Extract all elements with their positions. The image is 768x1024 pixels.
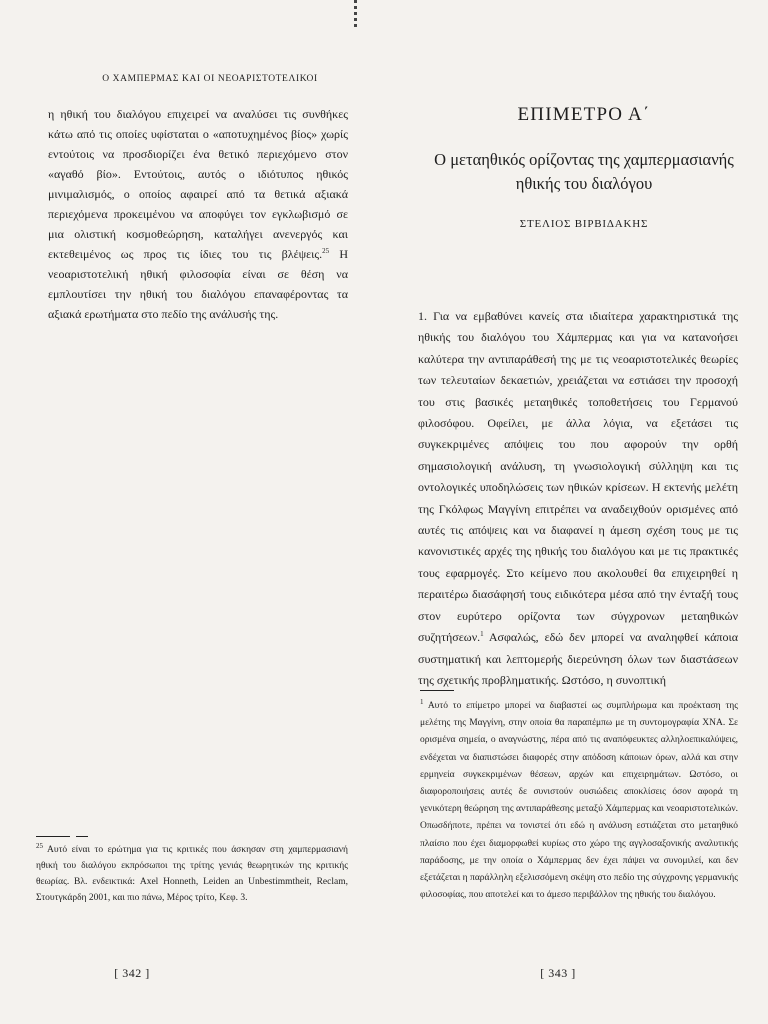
left-body-paragraph: η ηθική του διαλόγου επιχειρεί να αναλύσει τις συνθήκες κάτω από τις οποίες υφίσταται ο «αποτυχημένος βίος» χωρίς εντούτοις να προσδιορίζει ένα θετικό περιεχόμενο στον «αγαθό βίο». Εντούτοις, αυτός ο ιδιότυπος ηθικός μινιμαλισμός, ο οποίος αφαιρεί από τα θετικά αξιακά περιεχόμενα προκειμένου να αποφύγει τον εγκλωβισμό σε μια ολιστική κοσμοθεώρηση, καταλήγει ανενεργός και εκτεθειμένος ως προς τις ίδιες του τις βλέψεις. [48,107,348,261]
footnote-reference: 1 [480,630,484,639]
footnote-rule [420,690,454,691]
left-footnote [36,842,348,906]
left-body-paragraph-cont: Η νεοαριστοτελική ηθική φιλοσοφία είναι σε θέση να εμπλουτίσει την ηθική του διαλόγου επαναφέροντας τα αξιακά ερωτήματα στο πεδίο της ανάλυσής της. [48,247,348,321]
left-body-text [48,104,348,324]
footnote-text: Αυτό το επίμετρο μπορεί να διαβαστεί ως συμπλήρωμα και προέκταση της μελέτης της Μαγγίνη, στην οποία θα παραπέμπω με τη συντομογραφία ΧΝΑ. Σε ορισμένα σημεία, ο αναγνώστης, πέρα από τις αναπόφευκτες αλληλοεπικαλύψεις, ενδέχεται να διαπιστώσει διαφορές στην απόδοση κάποιων όρων, αλλά και στην ερμηνεία συγκεκριμένων θέσεων, αρχών και επιχειρημάτων. Ωστόσο, οι διαφοροποιήσεις αυτές δε συνιστούν ουσιώδεις αποκλίσεις όσον αφορά τη γενικότερη θεώρηση της αντιπαράθεσης μεταξύ Χάμπερμας και νεοαριστοτελικών. Οπωσδήποτε, πρέπει να τονιστεί ότι εδώ η ανάλυση εστιάζεται στο μεταηθικό πλαίσιο που έχει διαμορφωθεί κυρίως στο χώρο της αγγλοσαξονικής αναλυτικής παράδοσης, με την οποία ο Χάμπερμας δεν έχει πάψει να συνομιλεί, και δεν εξετάζεται η παράλληλη εξελισσόμενη σκέψη στο πεδίο της σύγχρονης γερμανικής φιλοσοφίας, που αποτελεί και το άμεσο περιβάλλον της ηθικής του διαλόγου. [420,701,739,901]
footnote-text: Αυτό είναι το ερώτημα για τις κριτικές που άσκησαν στη χαμπερμασιανή ηθική του διαλόγου εκπρόσωποι της τρίτης γενιάς θεωρητικών της κριτικής θεωρίας. Βλ. ενδεικτικά: Axel Honneth, Leiden an Unbestimmtheit, Reclam, Στουτγκάρδη 2001, και πιο πάνω, Μέρος τρίτο, Κεφ. 3. [36,845,348,903]
right-body-text [418,306,738,691]
footnote-rule [36,836,70,837]
running-head: Ο ΧΑΜΠΕΡΜΑΣ ΚΑΙ ΟΙ ΝΕΟΑΡΙΣΤΟΤΕΛΙΚΟΙ [102,74,318,84]
page-number-right: [ 343 ] [540,966,576,980]
chapter-title: ΕΠΙΜΕΤΡΟ Α΄ [517,104,651,125]
footnote-marker: 1 [420,697,424,706]
footnote-marker: 25 [36,841,43,850]
page-number-left: [ 342 ] [114,966,150,980]
right-body-paragraph: 1. Για να εμβαθύνει κανείς στα ιδιαίτερα χαρακτηριστικά της ηθικής του διαλόγου του Χάμπερμας και για να κατανοήσει καλύτερα την αντιπαράθεσή της με τις νεοαριστοτελικές θεωρίες των τελευταίων δεκαετιών, χρειάζεται να εστιάσει την προσοχή του στις βασικές μεταηθικές τοποθετήσεις του Γερμανού φιλοσόφου. Οφείλει, με άλλα λόγια, να εξετάσει τις συγκεκριμένες απόψεις του που αφορούν την ορθή σημασιολογική ανάλυση, τη γνωσιολογική σύλληψη και τις οντολογικές υποδηλώσεις των ηθικών κρίσεων. Η εκτενής μελέτη της Γκόλφως Μαγγίνη επιτρέπει να αναδειχθούν ορισμένες από αυτές τις απόψεις και να διαφανεί η άμεση σχέση τους με τις κανονιστικές αρχές της ηθικής του διαλόγου και με τις πρακτικές τους εφαρμογές. Στο κείμενο που ακολουθεί θα επιχειρηθεί η περαιτέρω διασάφησή τους ειδικότερα μέσα από την ένταξή τους στον ευρύτερο ορίζοντα των σύγχρονων μεταηθικών συζητήσεων. [418,309,738,645]
footnote-rule-segment [76,836,88,837]
right-footnote [420,698,738,904]
right-body-paragraph-cont: Ασφαλώς, εδώ δεν μπορεί να αναληφθεί κάποια συστηματική και λεπτομερής διερεύνηση όλων των διαστάσεων της σχετικής προβληματικής. Ωστόσο, η συνοπτική [418,630,738,687]
author-name: ΣΤΕΛΙΟΣ ΒΙΡΒΙΔΑΚΗΣ [519,218,649,230]
essay-title: Ο μεταηθικός ορίζοντας της χαμπερμασιανής ηθικής του διαλόγου [434,150,734,193]
footnote-reference: 25 [322,247,330,255]
right-page [384,0,768,1024]
